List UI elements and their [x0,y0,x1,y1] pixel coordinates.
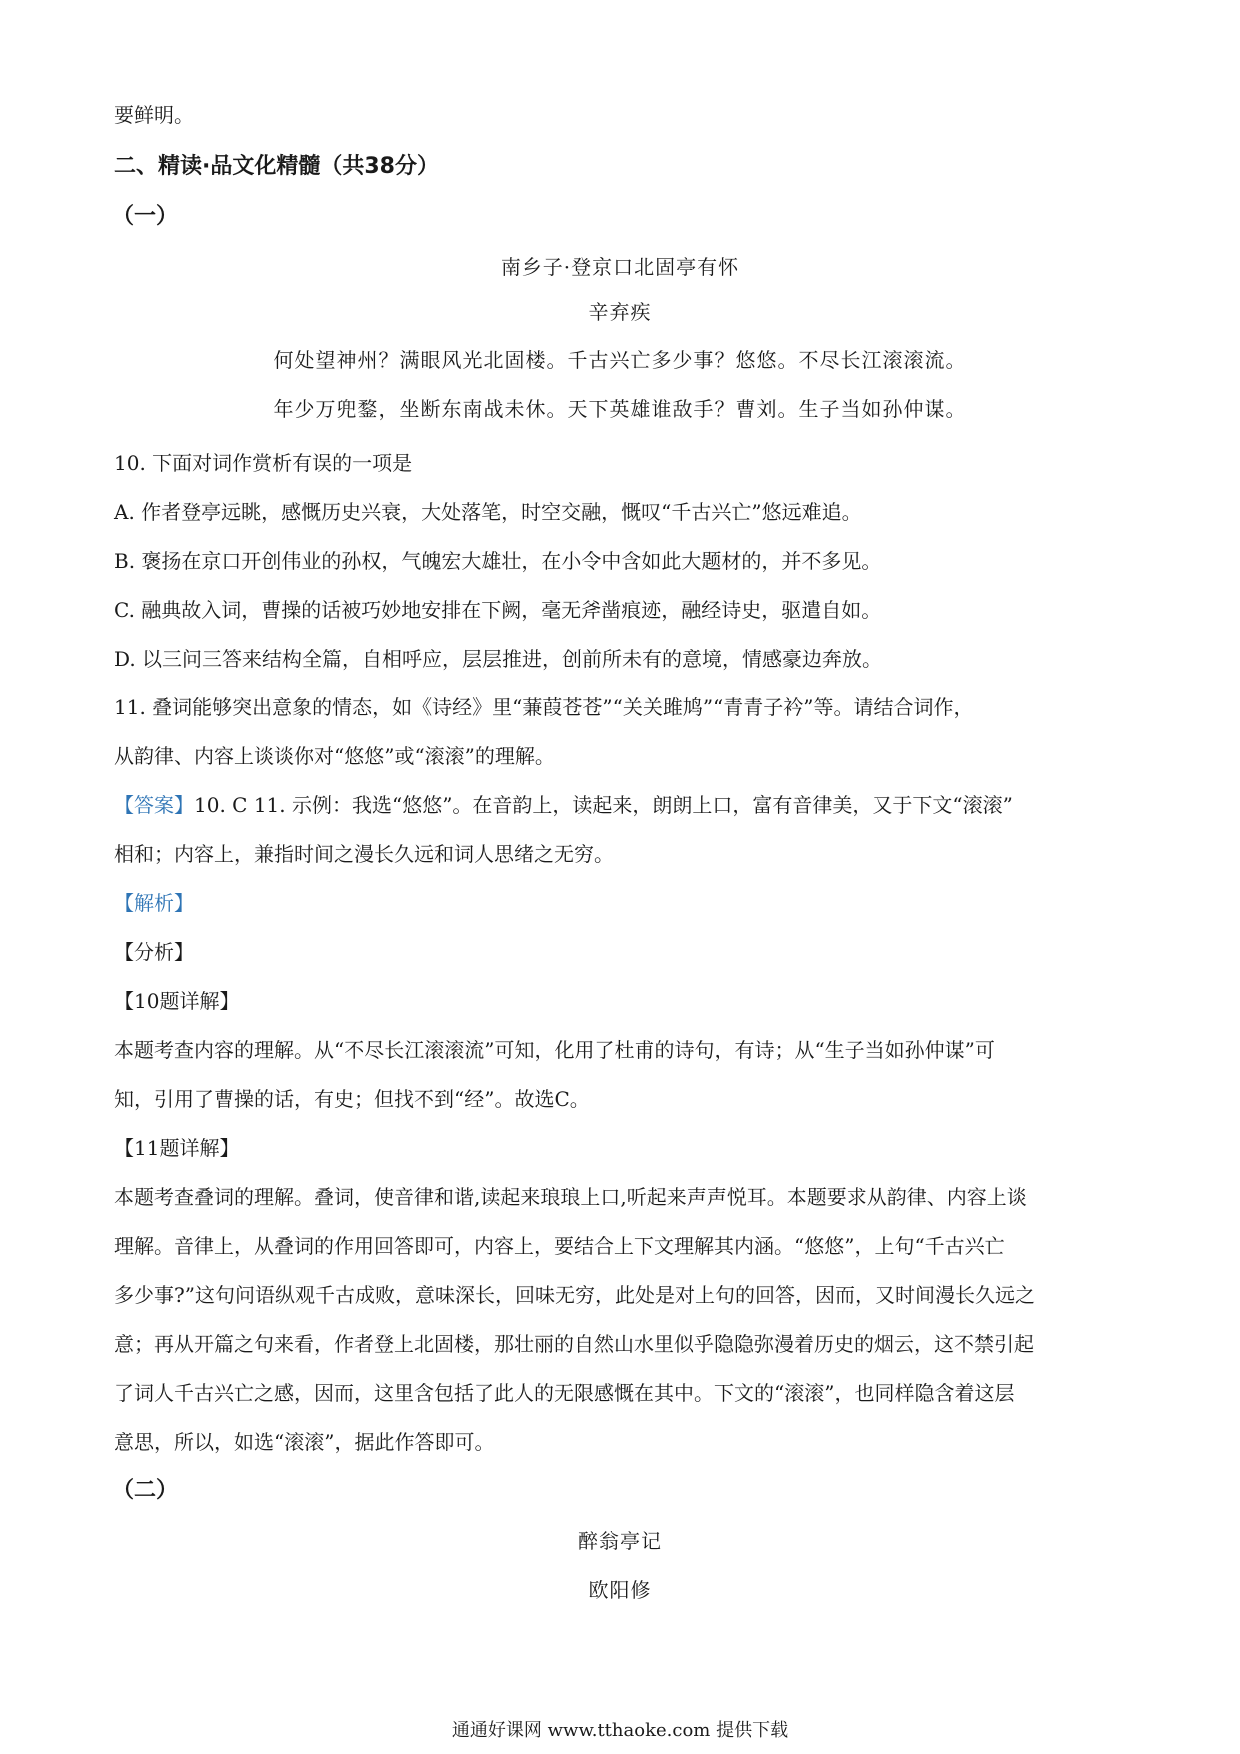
detail-11-line-5: 了词人千古兴亡之感，因而，这里含包括了此人的无限感慨在其中。下文的“滚滚”，也同样隐含着这层 [114,1381,1015,1405]
question-10-option-b: B. 褒扬在京口开创伟业的孙权，气魄宏大雄壮，在小令中含如此大题材的，并不多见。 [114,549,882,573]
detail-11-line-6: 意思，所以，如选“滚滚”，据此作答即可。 [114,1430,495,1454]
fenxi-tag: 【分析】 [114,940,194,964]
question-10-stem: 10. 下面对词作赏析有误的一项是 [114,451,413,475]
answer-line-1 [114,790,1134,820]
detail-10-line-2: 知，引用了曹操的话，有史；但找不到“经”。故选C。 [114,1087,590,1111]
poem-2-title: 醉翁亭记 [578,1529,662,1553]
question-11-line-1: 11. 叠词能够突出意象的情态，如《诗经》里“蒹葭苍苍”“关关雎鸠”“青青子衿”等。请结合词作， [114,695,974,719]
detail-11-tag: 【11题详解】 [114,1136,240,1160]
poem-author: 辛弃疾 [588,300,652,324]
detail-10-line-1: 本题考查内容的理解。从“不尽长江滚滚流”可知，化用了杜甫的诗句，有诗；从“生子当如孙仲谋”可 [114,1038,995,1062]
poem-line-1: 何处望神州？满眼风光北固楼。千古兴亡多少事？悠悠。不尽长江滚滚流。 [273,348,967,372]
question-10-option-d: D. 以三问三答来结构全篇，自相呼应，层层推进，创前所未有的意境，情感豪边奔放。 [114,647,883,671]
detail-11-line-3: 多少事?”这句问语纵观千古成败，意味深长，回味无穷，此处是对上句的回答，因而，又时间漫长久远之 [114,1283,1035,1307]
detail-11-line-4: 意；再从开篇之句来看，作者登上北固楼，那壮丽的自然山水里似乎隐隐弥漫着历史的烟云，这不禁引起 [114,1332,1034,1356]
part-label-2: （二） [112,1478,179,1503]
question-10-option-c: C. 融典故入词，曹操的话被巧妙地安排在下阙，毫无斧凿痕迹，融经诗史，驱遣自如。 [114,598,882,622]
intro-tail-text: 要鲜明。 [114,103,194,127]
question-11-line-2: 从韵律、内容上谈谈你对“悠悠”或“滚滚”的理解。 [114,744,555,768]
detail-10-tag: 【10题详解】 [114,989,240,1013]
answer-text: 10. C 11. 示例：我选“悠悠”。在音韵上，读起来，朗朗上口，富有音律美，又于下文“滚滚” [194,793,1013,817]
answer-line-2: 相和；内容上，兼指时间之漫长久远和词人思绪之无穷。 [114,842,614,866]
poem-title: 南乡子·登京口北固亭有怀 [500,255,740,279]
section-title: 二、精读·品文化精髓（共38分） [114,154,439,179]
answer-tag: 【答案】 [114,793,194,817]
detail-11-line-1: 本题考查叠词的理解。叠词，使音律和谐,读起来琅琅上口,听起来声声悦耳。本题要求从韵律、内容上谈 [114,1185,1027,1209]
footer-text: 通通好课网 www.tthaoke.com 提供下载 [451,1720,789,1741]
part-label-1: （一） [112,204,179,229]
detail-11-line-2: 理解。音律上，从叠词的作用回答即可，内容上，要结合上下文理解其内涵。“悠悠”，上句“千古兴亡 [114,1234,1005,1258]
poem-line-2: 年少万兜鍪，坐断东南战未休。天下英雄谁敌手？曹刘。生子当如孙仲谋。 [273,397,967,421]
analysis-tag: 【解析】 [114,891,194,915]
question-10-option-a: A. 作者登亭远眺，感慨历史兴衰，大处落笔，时空交融，慨叹“千古兴亡”悠远难追。 [114,500,862,524]
poem-2-author: 欧阳修 [588,1578,652,1602]
